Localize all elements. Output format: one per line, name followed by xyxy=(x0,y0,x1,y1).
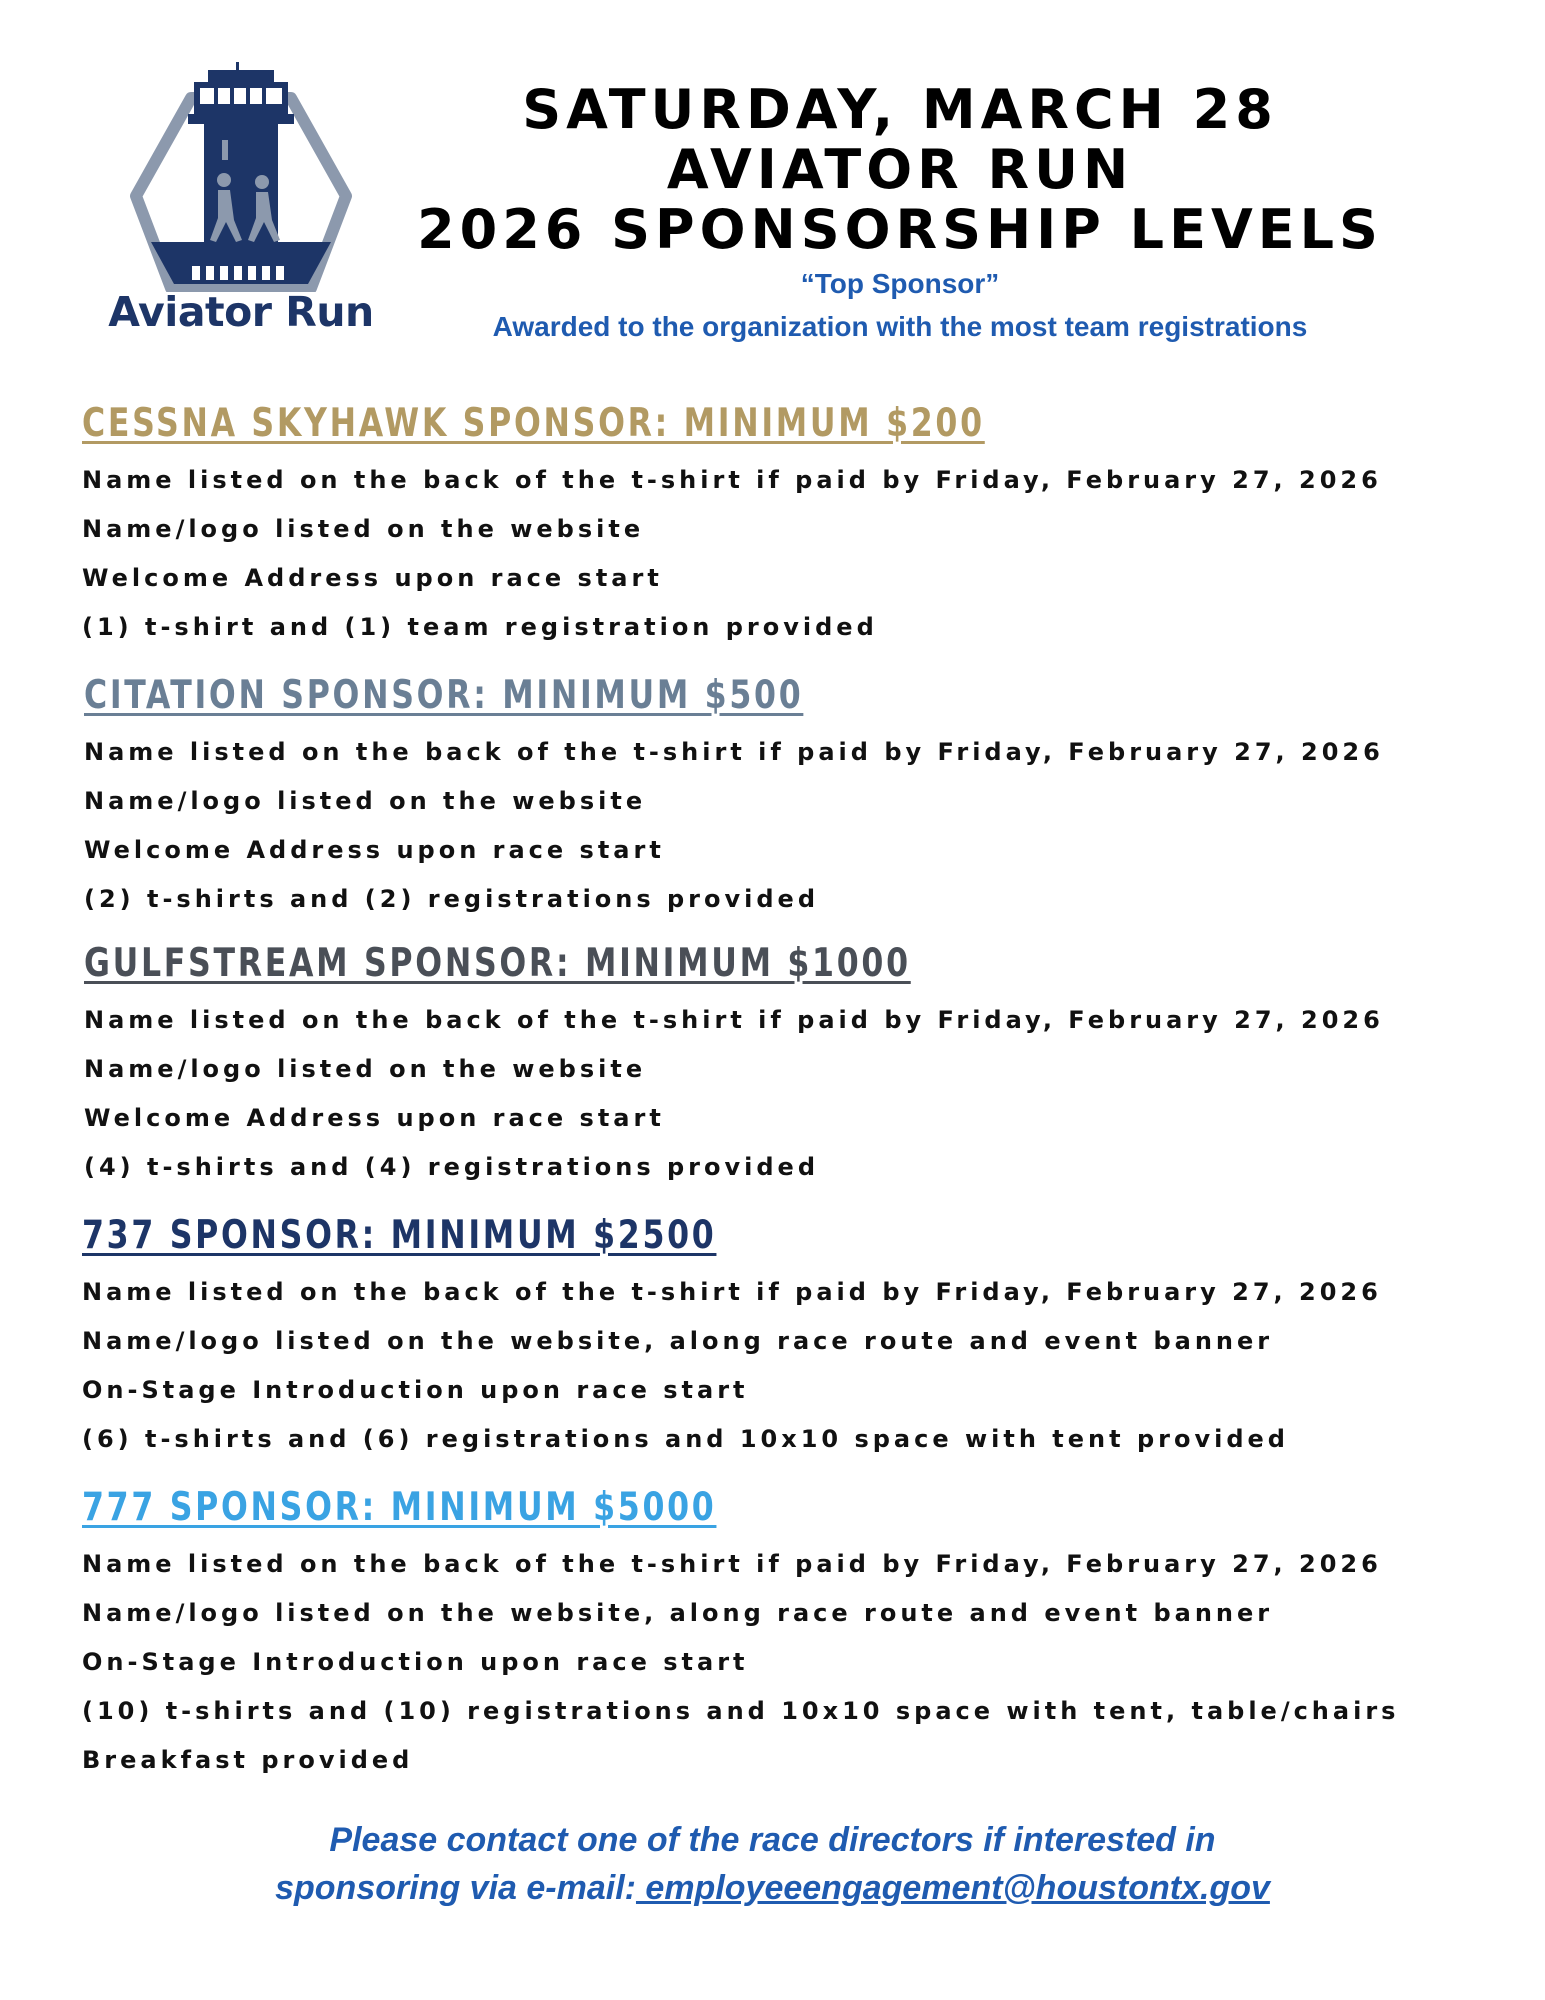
contact-prefix: sponsoring via e-mail: xyxy=(275,1869,636,1907)
section-heading: 777 SPONSOR: MINIMUM $5000 xyxy=(82,1485,717,1530)
sponsor-section-cessna xyxy=(82,400,1482,652)
sponsor-section-citation xyxy=(84,672,1484,924)
benefit-item: Name listed on the back of the t-shirt if paid by Friday, February 27, 2026 xyxy=(84,1006,1384,1034)
benefit-item: Breakfast provided xyxy=(82,1746,414,1774)
benefit-item: (10) t-shirts and (10) registrations and 10x10 space with tent, table/chairs xyxy=(82,1697,1400,1725)
benefit-item: Welcome Address upon race start xyxy=(84,1104,665,1132)
benefit-item: Name listed on the back of the t-shirt if paid by Friday, February 27, 2026 xyxy=(84,738,1384,766)
benefit-item: (4) t-shirts and (4) registrations provided xyxy=(84,1153,820,1181)
section-heading: GULFSTREAM SPONSOR: MINIMUM $1000 xyxy=(84,941,911,986)
top-sponsor-label: “Top Sponsor” xyxy=(800,268,1000,299)
benefit-item: Name listed on the back of the t-shirt if paid by Friday, February 27, 2026 xyxy=(82,1278,1382,1306)
aviator-run-logo xyxy=(96,62,386,352)
benefit-item: On-Stage Introduction upon race start xyxy=(82,1376,749,1404)
benefit-item: (6) t-shirts and (6) registrations and 10x10 space with tent provided xyxy=(82,1425,1289,1453)
logo-text: Aviator Run xyxy=(108,288,374,336)
section-heading: 737 SPONSOR: MINIMUM $2500 xyxy=(82,1213,717,1258)
page-title: 2026 SPONSORSHIP LEVELS xyxy=(417,198,1383,261)
benefit-item: Name/logo listed on the website, along race route and event banner xyxy=(82,1327,1274,1355)
contact-note: Please contact one of the race directors if interested in xyxy=(329,1821,1216,1859)
event-date: SATURDAY, MARCH 28 xyxy=(522,78,1278,141)
sponsor-section-737 xyxy=(82,1212,1482,1464)
benefit-item: Name listed on the back of the t-shirt if paid by Friday, February 27, 2026 xyxy=(82,466,1382,494)
contact-email-line xyxy=(140,1864,1405,1912)
benefit-item: Welcome Address upon race start xyxy=(82,564,663,592)
event-name: AVIATOR RUN xyxy=(666,138,1134,201)
benefit-item: On-Stage Introduction upon race start xyxy=(82,1648,749,1676)
benefit-item: Name/logo listed on the website xyxy=(82,515,645,543)
email-link[interactable]: employeeengagement@houstontx.gov xyxy=(635,1869,1270,1907)
benefit-item: Name/logo listed on the website xyxy=(84,1055,647,1083)
benefit-item: (1) t-shirt and (1) team registration provided xyxy=(82,613,878,641)
section-heading: CESSNA SKYHAWK SPONSOR: MINIMUM $200 xyxy=(82,401,985,446)
sponsor-section-gulfstream xyxy=(84,940,1484,1192)
benefit-item: (2) t-shirts and (2) registrations provided xyxy=(84,885,820,913)
benefit-item: Welcome Address upon race start xyxy=(84,836,665,864)
top-sponsor-description: Awarded to the organization with the most team registrations xyxy=(492,311,1308,342)
benefit-item: Name/logo listed on the website, along race route and event banner xyxy=(82,1599,1274,1627)
benefit-item: Name listed on the back of the t-shirt if paid by Friday, February 27, 2026 xyxy=(82,1550,1382,1578)
section-heading: CITATION SPONSOR: MINIMUM $500 xyxy=(84,673,804,718)
sponsor-section-777 xyxy=(82,1484,1482,1785)
benefit-item: Name/logo listed on the website xyxy=(84,787,647,815)
control-tower-icon xyxy=(96,62,386,292)
